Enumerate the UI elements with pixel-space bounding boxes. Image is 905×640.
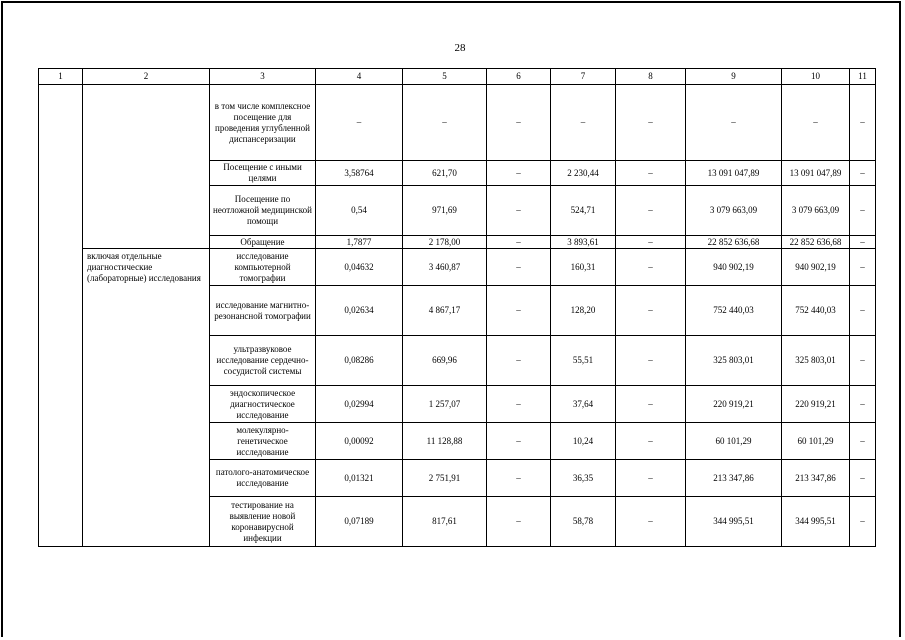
cell-c9: – xyxy=(686,85,782,161)
cell-c11: – xyxy=(850,236,876,249)
row-label: исследование магнитно-резонансной томографии xyxy=(210,286,316,336)
cell-c8: – xyxy=(616,249,686,286)
cell-c6: – xyxy=(487,249,551,286)
cell-c9: 3 079 663,09 xyxy=(686,186,782,236)
cell-c7: 58,78 xyxy=(551,497,616,547)
cell-c8: – xyxy=(616,336,686,386)
cell-c10: 3 079 663,09 xyxy=(782,186,850,236)
cell-c11: – xyxy=(850,460,876,497)
cell-c11: – xyxy=(850,497,876,547)
cell-c11: – xyxy=(850,161,876,186)
cell-c4: 0,00092 xyxy=(316,423,403,460)
cell-c6: – xyxy=(487,286,551,336)
cell-c11: – xyxy=(850,249,876,286)
row-label: ультразвуковое исследование сердечно-сосудистой системы xyxy=(210,336,316,386)
cell-c6: – xyxy=(487,336,551,386)
cell-c11: – xyxy=(850,336,876,386)
cell-c10: 60 101,29 xyxy=(782,423,850,460)
row-label: Посещение по неотложной медицинской помощи xyxy=(210,186,316,236)
cell-c8: – xyxy=(616,161,686,186)
cell-c11: – xyxy=(850,386,876,423)
cell-c5: 11 128,88 xyxy=(403,423,487,460)
cell-c7: 36,35 xyxy=(551,460,616,497)
cell-c9: 752 440,03 xyxy=(686,286,782,336)
cell-c5: 3 460,87 xyxy=(403,249,487,286)
cell-c11: – xyxy=(850,85,876,161)
cell-c7: 37,64 xyxy=(551,386,616,423)
column-header: 7 xyxy=(551,69,616,85)
cell-c7: – xyxy=(551,85,616,161)
cell-c7: 128,20 xyxy=(551,286,616,336)
cell-c5: 2 178,00 xyxy=(403,236,487,249)
group-label: включая отдельные диагностические (лабораторные) исследования xyxy=(83,249,210,547)
cell-c5: 817,61 xyxy=(403,497,487,547)
cell-c6: – xyxy=(487,85,551,161)
cell-c9: 60 101,29 xyxy=(686,423,782,460)
cell-c8: – xyxy=(616,286,686,336)
column-header: 2 xyxy=(83,69,210,85)
cell-c4: 0,08286 xyxy=(316,336,403,386)
cell-c10: 13 091 047,89 xyxy=(782,161,850,186)
cell-c4: 1,7877 xyxy=(316,236,403,249)
cell-c6: – xyxy=(487,161,551,186)
cell-c11: – xyxy=(850,186,876,236)
row-label: молекулярно-генетическое исследование xyxy=(210,423,316,460)
cell-c4: 0,04632 xyxy=(316,249,403,286)
cell-c7: 55,51 xyxy=(551,336,616,386)
data-table xyxy=(38,68,876,547)
cell-c9: 344 995,51 xyxy=(686,497,782,547)
cell-c6: – xyxy=(487,186,551,236)
cell-c7: 2 230,44 xyxy=(551,161,616,186)
cell-c9: 13 091 047,89 xyxy=(686,161,782,186)
cell-c8: – xyxy=(616,497,686,547)
cell-c9: 22 852 636,68 xyxy=(686,236,782,249)
cell-c5: 1 257,07 xyxy=(403,386,487,423)
column-header: 4 xyxy=(316,69,403,85)
cell-c9: 325 803,01 xyxy=(686,336,782,386)
row-label: патолого-анатомическое исследование xyxy=(210,460,316,497)
column-number-row xyxy=(39,69,876,85)
cell-c4: 0,02994 xyxy=(316,386,403,423)
cell-c7: 10,24 xyxy=(551,423,616,460)
cell-c4: 3,58764 xyxy=(316,161,403,186)
cell-c10: 940 902,19 xyxy=(782,249,850,286)
cell-c7: 160,31 xyxy=(551,249,616,286)
cell-c6: – xyxy=(487,386,551,423)
cell-c4: 0,01321 xyxy=(316,460,403,497)
cell-c4: – xyxy=(316,85,403,161)
cell-c10: 325 803,01 xyxy=(782,336,850,386)
column-header: 1 xyxy=(39,69,83,85)
row-label: тестирование на выявление новой коронавирусной инфекции xyxy=(210,497,316,547)
cell-c6: – xyxy=(487,497,551,547)
cell-c10: 752 440,03 xyxy=(782,286,850,336)
table-row xyxy=(39,85,876,161)
row-label: эндоскопическое диагностическое исследование xyxy=(210,386,316,423)
cell-c10: – xyxy=(782,85,850,161)
cell-c10: 220 919,21 xyxy=(782,386,850,423)
cell-c8: – xyxy=(616,460,686,497)
cell-c8: – xyxy=(616,236,686,249)
row-label: Посещение с иными целями xyxy=(210,161,316,186)
cell-c8: – xyxy=(616,85,686,161)
cell-c6: – xyxy=(487,460,551,497)
row-label: в том числе комплексное посещение для проведения углубленной диспансеризации xyxy=(210,85,316,161)
cell-c5: 621,70 xyxy=(403,161,487,186)
cell-c9: 940 902,19 xyxy=(686,249,782,286)
cell-c7: 3 893,61 xyxy=(551,236,616,249)
cell-c4: 0,02634 xyxy=(316,286,403,336)
column-header: 3 xyxy=(210,69,316,85)
column-header: 8 xyxy=(616,69,686,85)
cell-c5: 669,96 xyxy=(403,336,487,386)
row-label: Обращение xyxy=(210,236,316,249)
col1-cell xyxy=(39,85,83,547)
cell-c11: – xyxy=(850,286,876,336)
column-header: 9 xyxy=(686,69,782,85)
cell-c5: 2 751,91 xyxy=(403,460,487,497)
cell-c9: 213 347,86 xyxy=(686,460,782,497)
cell-c8: – xyxy=(616,423,686,460)
column-header: 10 xyxy=(782,69,850,85)
cell-c8: – xyxy=(616,186,686,236)
cell-c5: 971,69 xyxy=(403,186,487,236)
col2-cell xyxy=(83,85,210,249)
cell-c10: 213 347,86 xyxy=(782,460,850,497)
cell-c5: 4 867,17 xyxy=(403,286,487,336)
cell-c4: 0,07189 xyxy=(316,497,403,547)
column-header: 5 xyxy=(403,69,487,85)
table-row xyxy=(39,249,876,286)
cell-c6: – xyxy=(487,236,551,249)
row-label: исследование компьютерной томографии xyxy=(210,249,316,286)
cell-c9: 220 919,21 xyxy=(686,386,782,423)
cell-c8: – xyxy=(616,386,686,423)
page-number: 28 xyxy=(454,42,466,54)
cell-c4: 0,54 xyxy=(316,186,403,236)
column-header: 11 xyxy=(850,69,876,85)
column-header: 6 xyxy=(487,69,551,85)
cell-c5: – xyxy=(403,85,487,161)
cell-c11: – xyxy=(850,423,876,460)
cell-c6: – xyxy=(487,423,551,460)
cell-c10: 344 995,51 xyxy=(782,497,850,547)
cell-c10: 22 852 636,68 xyxy=(782,236,850,249)
cell-c7: 524,71 xyxy=(551,186,616,236)
